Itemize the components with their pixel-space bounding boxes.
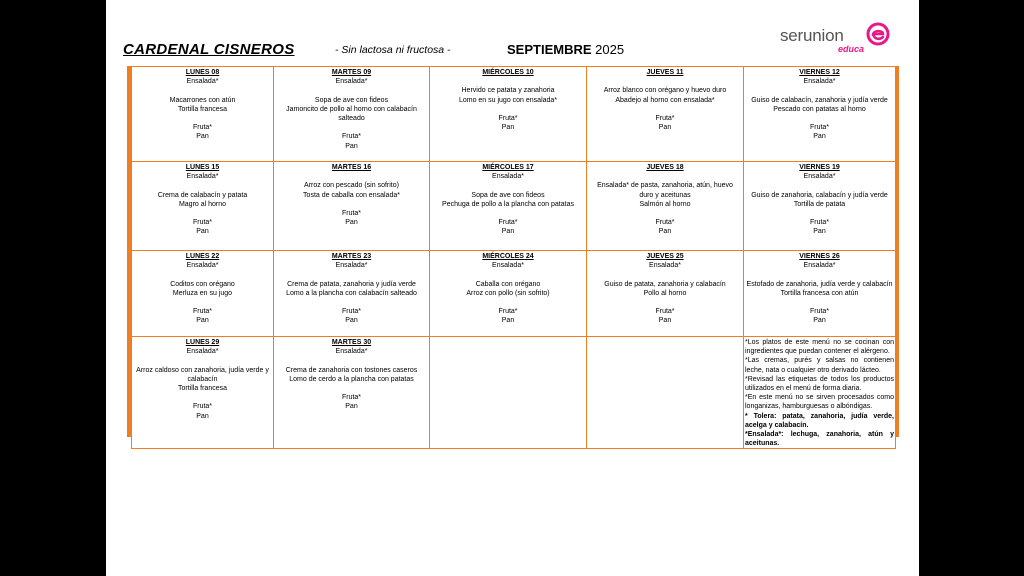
day-cell: [744, 67, 896, 162]
dessert-line: Fruta*: [341, 394, 362, 402]
dish-line: Sopa de ave con fideos: [471, 191, 545, 199]
dessert-line: Pan: [196, 133, 209, 141]
dessert-line: Fruta*: [192, 124, 213, 132]
day-cell: [132, 162, 274, 251]
day-label: VIERNES 19: [799, 164, 840, 171]
dessert-line: Pan: [345, 219, 358, 227]
dish-line: Ensalada* de pasta, zanahoria, atún, huevo: [597, 182, 733, 190]
dessert-line: Pan: [658, 228, 672, 236]
day-label: MARTES 16: [331, 164, 372, 171]
note-line: *En este menú no se sirven procesados como longanizas, hamburguesas o albóndigas.: [745, 394, 894, 411]
day-cell: [744, 162, 896, 251]
dish-line: Ensalada*: [803, 173, 836, 181]
dish-line: Ensalada*: [803, 262, 836, 270]
dish-line: Macarrones con atún: [169, 96, 236, 104]
dessert-line: Fruta*: [498, 114, 518, 122]
dish-line: Caballa con orégano: [475, 280, 541, 288]
dish-line: Ensalada*: [335, 78, 368, 86]
dessert-line: Pan: [501, 228, 515, 236]
dish-line: Lomo en su jugo con ensalada*: [458, 96, 558, 104]
dessert-line: Pan: [658, 317, 672, 325]
day-label: VIERNES 26: [799, 253, 840, 260]
note-line: *Revisad las etiquetas de todos los productos utilizados en el menú de forma diaria.: [745, 375, 894, 393]
day-cell: [132, 67, 274, 162]
dish-line: Ensalada*: [335, 262, 368, 270]
dessert-line: Fruta*: [341, 133, 362, 141]
logo-word: serunion: [780, 26, 844, 45]
week-row: [132, 67, 896, 162]
day-cell: [430, 67, 587, 162]
year-label: 2025: [595, 42, 625, 57]
dish-line: Coditos con orégano: [170, 280, 235, 288]
dessert-line: Fruta*: [655, 308, 675, 316]
month-label: SEPTIEMBRE: [507, 42, 592, 57]
dessert-line: Pan: [196, 317, 209, 325]
day-label: JUEVES 11: [646, 69, 684, 76]
day-cell: [430, 251, 587, 337]
school-name: CARDENAL CISNEROS: [123, 41, 295, 58]
dish-line: Jamoncito de pollo al horno con calabacín: [286, 105, 417, 113]
day-cell: [587, 67, 744, 162]
dessert-line: Fruta*: [809, 219, 830, 227]
dish-line: Ensalada*: [186, 348, 219, 356]
dish-line: Sopa de ave con fideos: [314, 96, 389, 104]
dish-line: Tosta de caballa con ensalada*: [303, 191, 400, 199]
dessert-line: Pan: [345, 317, 358, 325]
dish-line: Merluza en su jugo: [172, 289, 233, 297]
dish-line: Pechuga de pollo a la plancha con patatas: [442, 200, 574, 208]
day-cell: [587, 162, 744, 251]
day-cell: [430, 337, 587, 449]
day-label: JUEVES 18: [646, 164, 684, 171]
note-line: *Ensalada*: lechuga, zanahoria, atún y aceitunas.: [745, 431, 894, 448]
day-label: LUNES 08: [185, 69, 220, 76]
dessert-line: Pan: [813, 228, 826, 236]
dessert-line: Pan: [813, 317, 826, 325]
day-cell: [274, 337, 430, 449]
dish-line: Ensalada*: [186, 78, 219, 86]
dessert-line: Fruta*: [655, 114, 675, 122]
dish-line: Crema de calabacín y patata: [157, 191, 248, 199]
day-label: JUEVES 25: [646, 253, 684, 260]
dish-line: Magro al horno: [178, 200, 227, 208]
dish-line: Arroz blanco con orégano y huevo duro: [603, 87, 727, 95]
day-label: MIÉRCOLES 17: [482, 164, 534, 171]
dish-line: Guiso de calabacín, zanahoria y judía verde: [751, 96, 888, 104]
diet-subtitle: - Sin lactosa ni fructosa -: [335, 44, 451, 56]
menu-page: [106, 0, 919, 576]
dish-line: Ensalada*: [186, 173, 219, 181]
dish-line: Ensalada*: [492, 262, 524, 270]
serunion-logo: [780, 22, 892, 56]
day-cell: [132, 337, 274, 449]
day-cell: [274, 67, 430, 162]
dish-line: Ensalada*: [803, 78, 836, 86]
dish-line: Pollo al horno: [643, 289, 687, 297]
dessert-line: Fruta*: [192, 219, 213, 227]
day-cell: [274, 162, 430, 251]
day-cell: [587, 251, 744, 337]
day-cell: [430, 162, 587, 251]
logo-sub: educa: [838, 44, 865, 54]
dessert-line: Fruta*: [192, 308, 213, 316]
dish-line: Tortilla francesa: [177, 385, 228, 392]
dish-line: Ensalada*: [186, 262, 219, 270]
dish-line: salteado: [338, 115, 365, 122]
dish-line: Tortilla francesa: [177, 105, 228, 113]
dish-line: Estofado de zanahoria, judía verde y calabacín: [746, 280, 893, 288]
dessert-line: Fruta*: [498, 219, 518, 227]
dish-line: Arroz con pollo (sin sofrito): [466, 289, 550, 297]
dish-line: Tortilla de patata: [793, 200, 846, 208]
dessert-line: Pan: [658, 124, 672, 132]
dish-line: Ensalada*: [649, 262, 681, 270]
week-row: [132, 251, 896, 337]
day-label: MARTES 23: [331, 253, 372, 260]
day-label: MIÉRCOLES 10: [482, 69, 534, 76]
day-label: LUNES 29: [185, 339, 220, 346]
week-row: [132, 337, 896, 449]
day-label: VIERNES 12: [799, 69, 840, 76]
dish-line: Arroz con pescado (sin sofrito): [304, 182, 399, 190]
dessert-line: Pan: [345, 142, 358, 150]
dish-line: duro y aceitunas: [639, 191, 691, 199]
dish-line: Lomo a la plancha con calabacín salteado: [286, 289, 417, 297]
day-cell: [587, 337, 744, 449]
dessert-line: Fruta*: [655, 219, 675, 227]
dessert-line: Fruta*: [809, 308, 830, 316]
note-line: *Las cremas, purés y salsas no contienen leche, nata o cualquier otro derivado lácteo.: [745, 357, 894, 374]
dish-line: Ensalada*: [492, 173, 524, 181]
dessert-line: Pan: [196, 412, 209, 420]
dish-line: Hervido ce patata y zanahoria: [461, 87, 555, 95]
dessert-line: Pan: [501, 317, 515, 325]
allergen-notes: [744, 337, 896, 449]
day-cell: [274, 251, 430, 337]
dessert-line: Fruta*: [809, 124, 830, 132]
week-row: [132, 162, 896, 251]
dessert-line: Pan: [501, 124, 515, 132]
menu-table: [131, 66, 896, 449]
dessert-line: Fruta*: [192, 403, 213, 411]
dish-line: Guiso de zanahoria, calabacín y judía verde: [751, 191, 888, 199]
day-cell: [744, 251, 896, 337]
note-line: * Tolera: patata, zanahoria, judía verde, acelga y calabacín.: [745, 412, 894, 429]
dessert-line: Pan: [813, 133, 826, 141]
dish-line: Tortilla francesa con atún: [780, 289, 859, 297]
dish-line: Ensalada*: [335, 348, 368, 356]
logo-swirl-icon: [866, 22, 890, 46]
dish-line: Crema de patata, zanahoria y judía verde: [287, 280, 416, 288]
dish-line: Salmón al horno: [639, 200, 691, 208]
day-label: MARTES 30: [331, 339, 372, 346]
day-label: MIÉRCOLES 24: [482, 253, 534, 260]
dessert-line: Fruta*: [341, 308, 362, 316]
dish-line: Abadejo al horno con ensalada*: [615, 96, 715, 104]
day-label: LUNES 22: [185, 253, 220, 260]
dessert-line: Fruta*: [341, 209, 362, 217]
dish-line: calabacín: [187, 375, 218, 383]
dessert-line: Pan: [196, 228, 209, 236]
day-cell: [132, 251, 274, 337]
dish-line: Pescado con patatas al horno: [773, 105, 866, 113]
day-label: MARTES 09: [331, 69, 372, 76]
day-label: LUNES 15: [185, 164, 220, 171]
dessert-line: Fruta*: [498, 308, 518, 316]
dish-line: Lomo de cerdo a la plancha con patatas: [289, 375, 414, 383]
dish-line: Guiso de patata, zanahoria y calabacín: [604, 280, 726, 288]
note-line: *Los platos de este menú no se cocinan con ingredientes que puedan contener el alérgeno.: [745, 339, 894, 356]
dessert-line: Pan: [345, 403, 358, 411]
dish-line: Crema de zanahoria con tostones caseros: [285, 366, 418, 374]
dish-line: Arroz caldoso con zanahoria, judía verde y: [136, 366, 269, 374]
month-year: [507, 42, 624, 57]
